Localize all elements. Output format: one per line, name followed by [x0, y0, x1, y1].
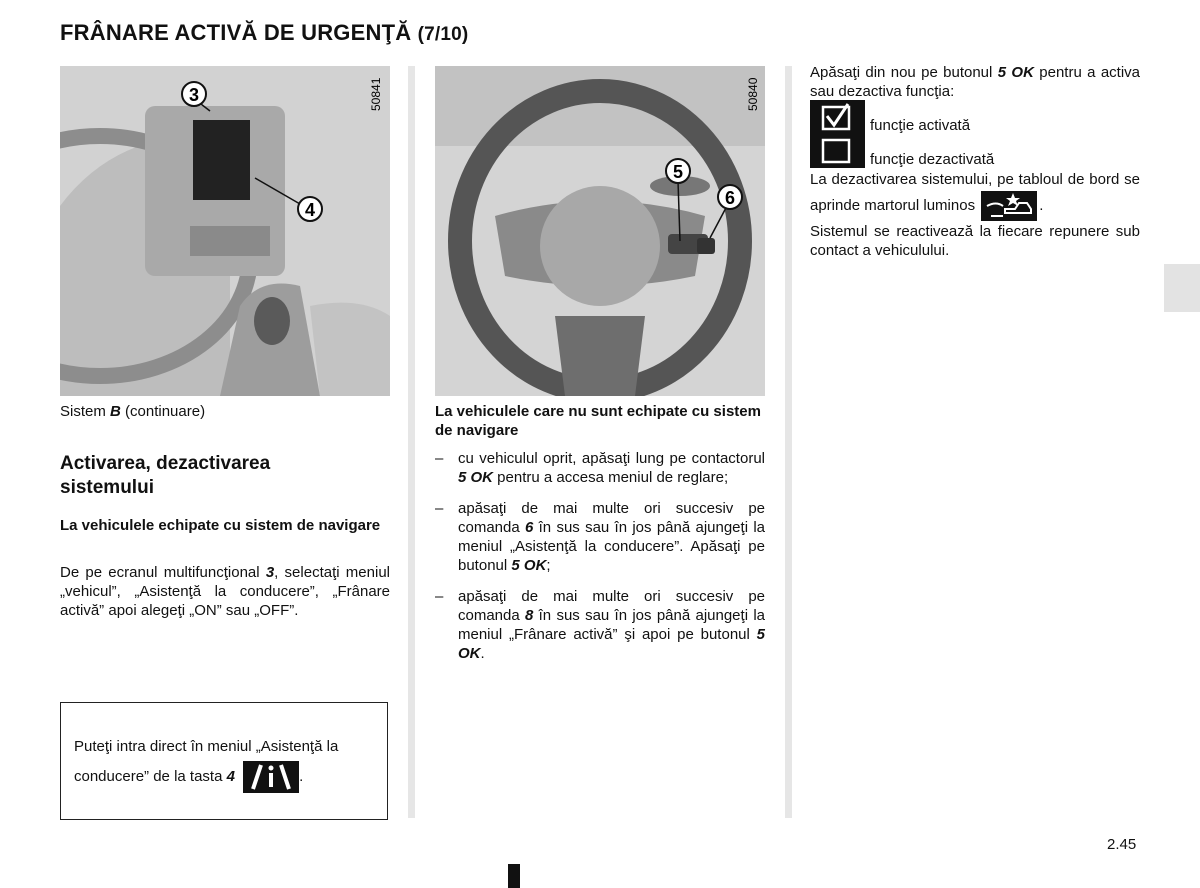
print-mark	[508, 864, 520, 888]
paragraph: Apăsaţi din nou pe butonul 5 OK pentru a activa sau dezactiva funcţia:	[810, 64, 1141, 100]
paragraph: De pe ecranul multifuncţional 3, selectaţi meniul „vehicul”, „Asistenţă la conducere”, „Frânare activă” apoi alegeţi „ON” sau „OFF”.	[60, 564, 390, 619]
checkbox-checked-icon	[810, 100, 865, 134]
column-divider	[785, 66, 792, 818]
figure-dashboard	[60, 66, 390, 396]
paragraph: Sistemul se reactivează la fiecare repunere sub contact a vehiculului.	[810, 223, 1140, 259]
note-box	[60, 702, 388, 820]
column-divider	[408, 66, 415, 818]
callout-4	[298, 197, 322, 221]
figure-steering-wheel	[435, 66, 765, 396]
subheading: La vehiculele care nu sunt echipate cu sistem de navigare	[435, 403, 761, 439]
callout-6	[718, 185, 742, 209]
svg-text:6: 6	[724, 188, 736, 208]
legend-deactivated: funcţie dezactivată	[810, 134, 1140, 168]
paragraph: La dezactivarea sistemului, pe tabloul de bord se aprinde martorul luminos .	[810, 169, 1140, 221]
driving-assistance-key-icon	[243, 761, 299, 793]
figure-ref: 50841	[369, 77, 383, 111]
figure-caption: Sistem B (continuare)	[60, 403, 206, 420]
callout-3	[182, 82, 206, 106]
svg-text:3: 3	[188, 85, 200, 105]
section-heading: Activarea, dezactivarea sistemului	[60, 453, 271, 498]
subheading: La vehiculele echipate cu sistem de navigare	[60, 517, 381, 534]
list-item: – apăsaţi de mai multe ori succesiv pe comanda 8 în sus sau în jos până ajungeţi la meniul „Frânare activă” şi apoi pe butonul 5 OK.	[435, 587, 765, 663]
legend-activated: funcţie activată	[810, 100, 1140, 134]
note-line: conducere” de la tasta 4 .	[74, 761, 379, 793]
instruction-list	[435, 449, 765, 675]
note-line: Puteţi intra direct în meniul „Asistenţă la	[74, 738, 339, 755]
list-item: – cu vehiculul oprit, apăsaţi lung pe contactorul 5 OK pentru a accesa meniul de reglare;	[435, 449, 765, 487]
checkbox-empty-icon	[810, 134, 865, 168]
page-number: 2.45	[1107, 836, 1137, 853]
figure-ref: 50840	[746, 77, 760, 111]
page-title	[60, 20, 468, 46]
title-part: (7/10)	[417, 24, 469, 45]
list-item: – apăsaţi de mai multe ori succesiv pe comanda 6 în sus sau în jos până ajungeţi la meniul „Asistenţă la conducere”. Apăsaţi pe butonul 5 OK;	[435, 499, 765, 575]
title-main: FRÂNARE ACTIVĂ DE URGENŢĂ	[60, 20, 412, 45]
svg-text:4: 4	[304, 200, 316, 220]
chapter-tab	[1164, 264, 1200, 312]
callout-5	[666, 159, 690, 183]
svg-text:5: 5	[672, 162, 684, 182]
collision-warning-lamp-icon	[981, 191, 1037, 221]
